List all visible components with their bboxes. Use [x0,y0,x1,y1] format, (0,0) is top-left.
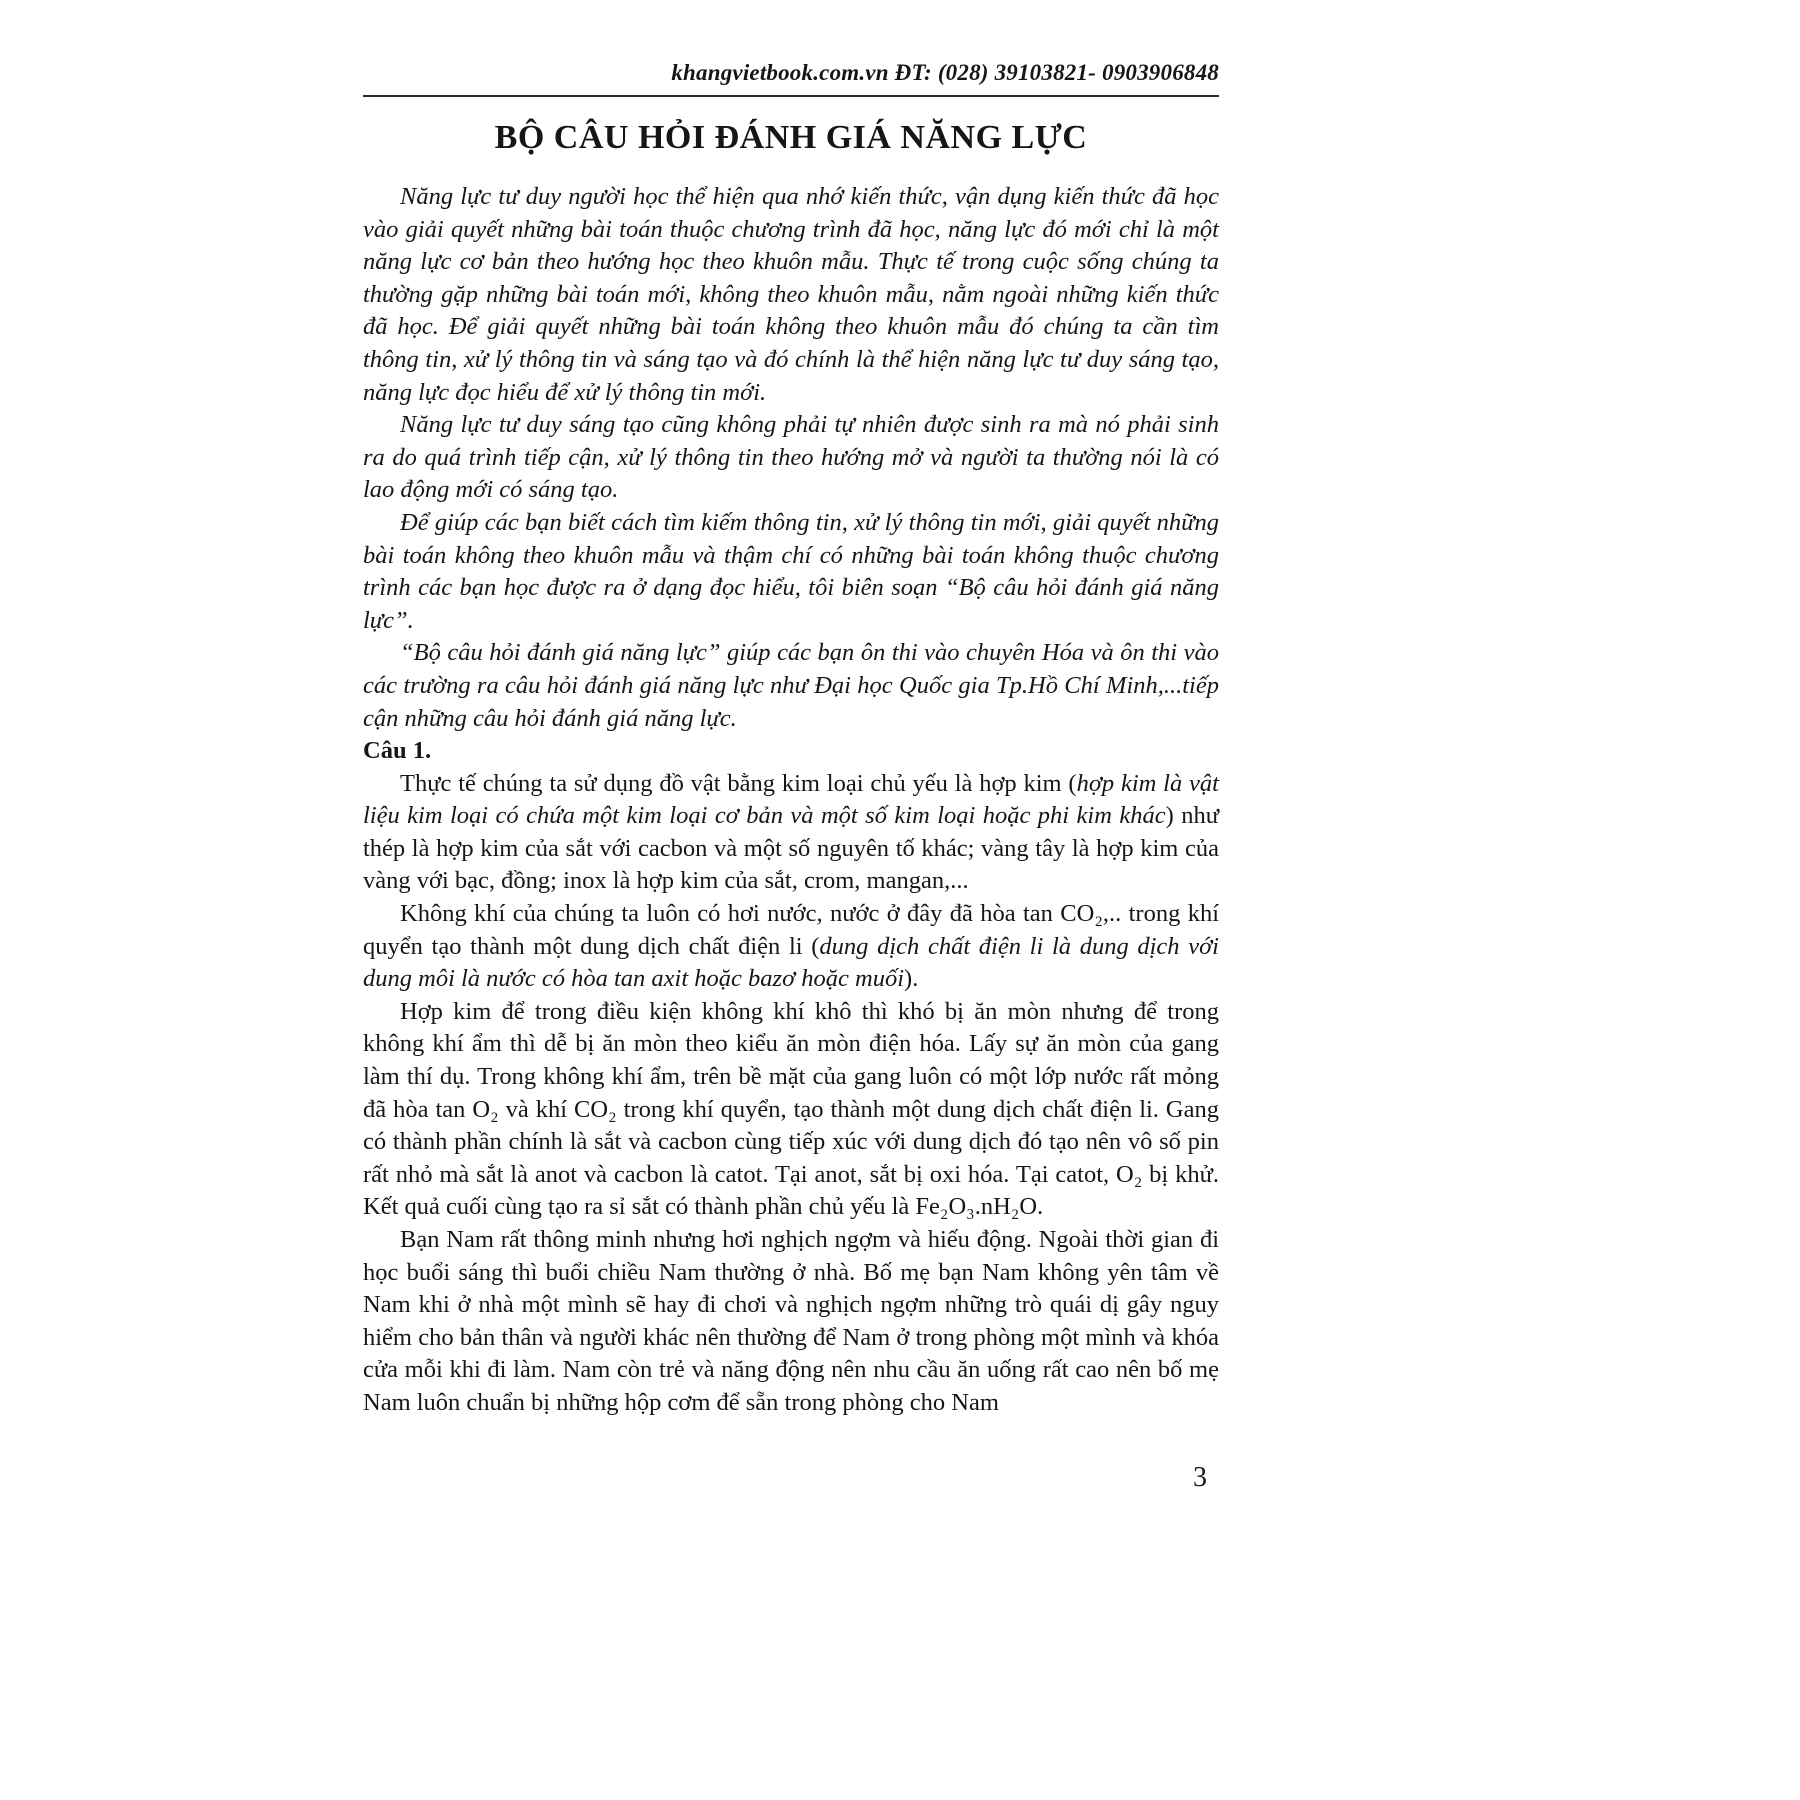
text-run: Câu 1. [363,737,432,765]
text-run: Để giúp các bạn biết cách tìm kiếm thông tin, xử lý thông tin mới, giải quyết những bài toán không theo khuôn mẫu và thậm chí có những bài toán không thuộc chương trình các bạn học được ra ở dạng đọc hiểu, tôi biên soạn “Bộ câu hỏi đánh giá năng lực”. [363,508,1219,634]
page-number: 3 [1193,1461,1207,1493]
body-text [363,181,1219,1420]
text-run: dung dịch chất điện li là dung dịch với dung môi là nước có hòa tan axit hoặc bazơ hoặc muối [363,932,1219,993]
intro-paragraph-2 [363,409,1219,507]
text-run: ) như thép là hợp kim của sắt với cacbon và một số nguyên tố khác; vàng tây là hợp kim của vàng với bạc, đồng; inox là hợp kim của sắt, crom, mangan,... [363,802,1220,895]
text-run: hợp kim là vật liệu kim loại có chứa một kim loại cơ bản và một số kim loại hoặc phi kim khác [363,769,1219,830]
page-header [363,60,1219,97]
text-run: Bạn Nam rất thông minh nhưng hơi nghịch ngợm và hiếu động. Ngoài thời gian đi học buổi sáng thì buổi chiều Nam thường ở nhà. Bố mẹ bạn Nam không yên tâm về Nam khi ở nhà một mình sẽ hay đi chơi và nghịch ngợm những trò quái dị gây nguy hiểm cho bản thân và người khác nên thường để Nam ở trong phòng một mình và khóa cửa mỗi khi đi làm. Nam còn trẻ và năng động nên nhu cầu ăn uống rất cao nên bố mẹ Nam luôn chuẩn bị những hộp cơm để sẵn trong phòng cho Nam [363,1226,1219,1416]
question-1-paragraph-2 [363,898,1219,996]
question-1-paragraph-4 [363,1224,1219,1420]
text-run: ). [904,965,919,993]
text-run: “Bộ câu hỏi đánh giá năng lực” giúp các bạn ôn thi vào chuyên Hóa và ôn thi vào các trường ra câu hỏi đánh giá năng lực như Đại học Quốc gia Tp.Hồ Chí Minh,...tiếp cận những câu hỏi đánh giá năng lực. [363,639,1219,732]
header-contact-text: khangvietbook.com.vn ĐT: (028) 39103821- 0903906848 [671,60,1219,85]
text-run: Thực tế chúng ta sử dụng đồ vật bằng kim loại chủ yếu là hợp kim ( [400,769,1077,797]
text-run: Năng lực tư duy người học thể hiện qua nhớ kiến thức, vận dụng kiến thức đã học vào giải quyết những bài toán thuộc chương trình đã học, năng lực đó mới chỉ là một năng lực cơ bản theo hướng học theo khuôn mẫu. Thực tế trong cuộc sống chúng ta thường gặp những bài toán mới, không theo khuôn mẫu, nằm ngoài những kiến thức đã học. Để giải quyết những bài toán không theo khuôn mẫu đó chúng ta cần tìm thông tin, xử lý thông tin và sáng tạo và đó chính là thể hiện năng lực tư duy sáng tạo, năng lực đọc hiểu để xử lý thông tin mới. [363,183,1219,406]
question-1-heading [363,735,1219,768]
question-1-paragraph-1 [363,768,1219,898]
page-title: BỘ CÂU HỎI ĐÁNH GIÁ NĂNG LỰC [494,119,1088,156]
question-1-paragraph-3 [363,996,1219,1224]
intro-paragraph-1 [363,181,1219,409]
text-run: Năng lực tư duy sáng tạo cũng không phải tự nhiên được sinh ra mà nó phải sinh ra do quá trình tiếp cận, xử lý thông tin theo hướng mở và người ta thường nói là có lao động mới có sáng tạo. [363,411,1219,504]
intro-paragraph-3 [363,507,1219,637]
text-run: Hợp kim để trong điều kiện không khí khô thì khó bị ăn mòn nhưng để trong không khí ẩm thì dễ bị ăn mòn theo kiểu ăn mòn điện hóa. Lấy sự ăn mòn của gang làm thí dụ. Trong không khí ẩm, trên bề mặt của gang luôn có một lớp nước rất mỏng đã hòa tan O₂ và khí CO₂ trong khí quyển, tạo thành một dung dịch chất điện li. Gang có thành phần chính là sắt và cacbon cùng tiếp xúc với dung dịch đó tạo nên vô số pin rất nhỏ mà sắt là anot và cacbon là catot. Tại anot, sắt bị oxi hóa. Tại catot, O₂ bị khử. Kết quả cuối cùng tạo ra sỉ sắt có thành phần chủ yếu là Fe₂O₃.nH₂O. [363,997,1219,1221]
document-page [363,60,1219,1494]
text-run: Không khí của chúng ta luôn có hơi nước, nước ở đây đã hòa tan CO₂,.. trong khí quyển tạo thành một dung dịch chất điện li ( [363,900,1219,960]
intro-paragraph-4 [363,637,1219,735]
